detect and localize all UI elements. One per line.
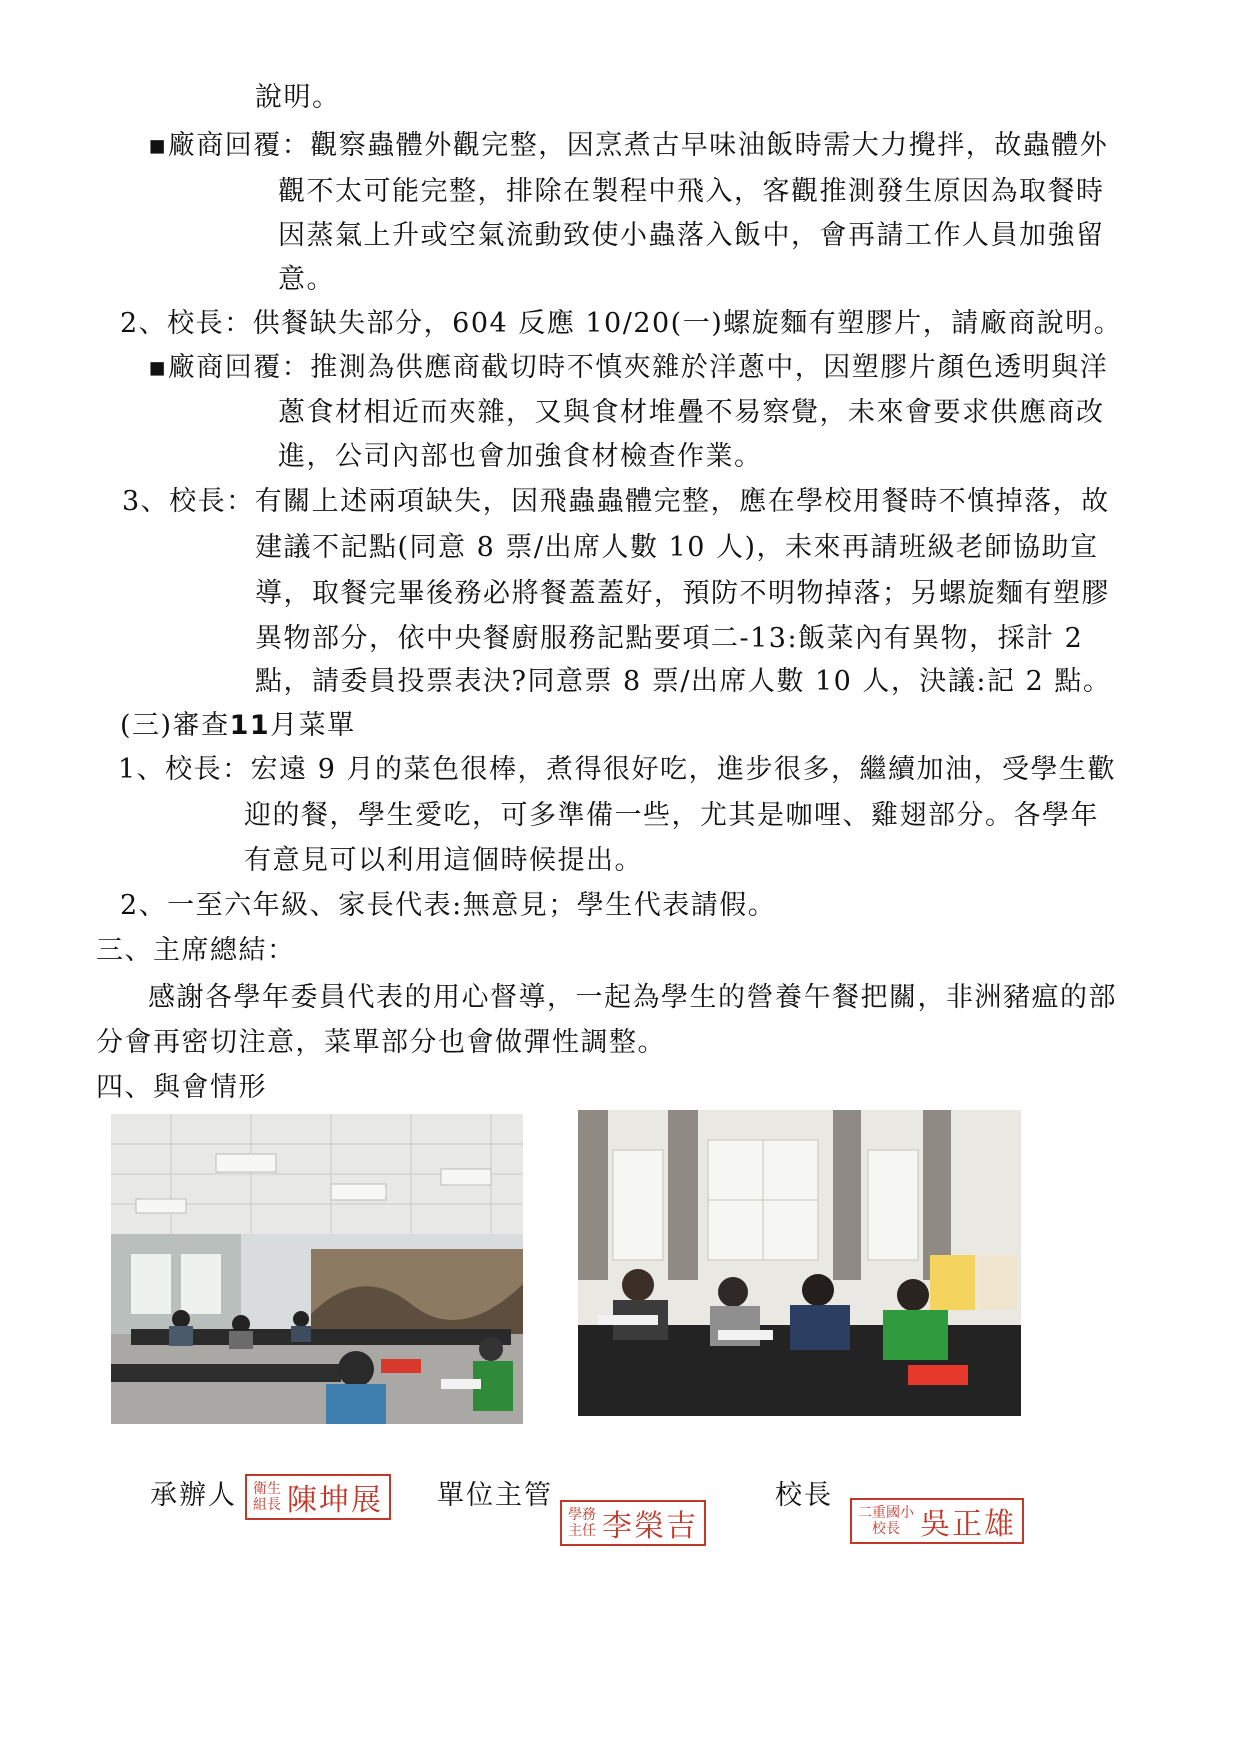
section-heading-menu-review: (三)審查11月菜單	[120, 710, 356, 741]
text-line-7: ▪廠商回覆：推測為供應商截切時不慎夾雜於洋蔥中，因塑膠片顏色透明與洋	[148, 352, 1109, 383]
principal-label: 校長	[775, 1480, 833, 1511]
text-line-10: 3、校長：有關上述兩項缺失，因飛蟲蟲體完整，應在學校用餐時不慎掉落，故	[122, 486, 1110, 517]
text-line-15: 1、校長：宏遠 9 月的菜色很棒，煮得很好吃，進步很多，繼續加油，受學生歡	[118, 754, 1117, 785]
text-line-6: 2、校長：供餐缺失部分，604 反應 10/20(一)螺旋麵有塑膠片，請廠商說明。	[120, 308, 1123, 339]
text-line-14: 點，請委員投票表決?同意票 8 票/出席人數 10 人，決議:記 2 點。	[255, 666, 1112, 697]
handler-seal-stamp: 衛生 組長 陳坤展	[245, 1474, 391, 1520]
principal-seal-stamp: 二重國小 校長 吳正雄	[850, 1498, 1024, 1544]
text-line-12: 導，取餐完畢後務必將餐蓋蓋好，預防不明物掉落；另螺旋麵有塑膠	[255, 578, 1110, 609]
text-line-19: 感謝各學年委員代表的用心督導，一起為學生的營養午餐把關，非洲豬瘟的部	[148, 982, 1117, 1013]
text-line-9: 進，公司內部也會加強食材檢查作業。	[278, 441, 763, 472]
text-line-16: 迎的餐，學生愛吃，可多準備一些，尤其是咖哩、雞翅部分。各學年	[244, 800, 1099, 831]
section-heading-chair-summary: 三、主席總結：	[96, 935, 296, 966]
text-line-2: ▪廠商回覆：觀察蟲體外觀完整，因烹煮古早味油飯時需大力攪拌，故蟲體外	[148, 130, 1109, 161]
unit-supervisor-label: 單位主管	[437, 1480, 553, 1511]
text-line-18: 2、一至六年級、家長代表:無意見；學生代表請假。	[120, 890, 777, 921]
text-line-4: 因蒸氣上升或空氣流動致使小蟲落入飯中，會再請工作人員加強留	[278, 220, 1105, 251]
text-line-13: 異物部分，依中央餐廚服務記點要項二-13:飯菜內有異物，採計 2	[255, 623, 1084, 654]
text-line-1: 說明。	[255, 82, 341, 113]
text-line-11: 建議不記點(同意 8 票/出席人數 10 人)，未來再請班級老師協助宣	[255, 532, 1099, 563]
text-line-20: 分會再密切注意，菜單部分也會做彈性調整。	[96, 1027, 666, 1058]
meeting-photo-left	[111, 1114, 523, 1424]
text-line-3: 觀不太可能完整，排除在製程中飛入，客觀推測發生原因為取餐時	[278, 176, 1105, 207]
unit-supervisor-seal-stamp: 學務 主任 李榮吉	[560, 1500, 706, 1546]
text-line-8: 蔥食材相近而夾雜，又與食材堆疊不易察覺，未來會要求供應商改	[278, 397, 1105, 428]
text-line-17: 有意見可以利用這個時候提出。	[244, 845, 643, 876]
text-line-5: 意。	[278, 264, 335, 295]
handler-label: 承辦人	[150, 1480, 237, 1511]
section-heading-attendance: 四、與會情形	[96, 1072, 267, 1103]
meeting-photo-right	[578, 1110, 1021, 1416]
